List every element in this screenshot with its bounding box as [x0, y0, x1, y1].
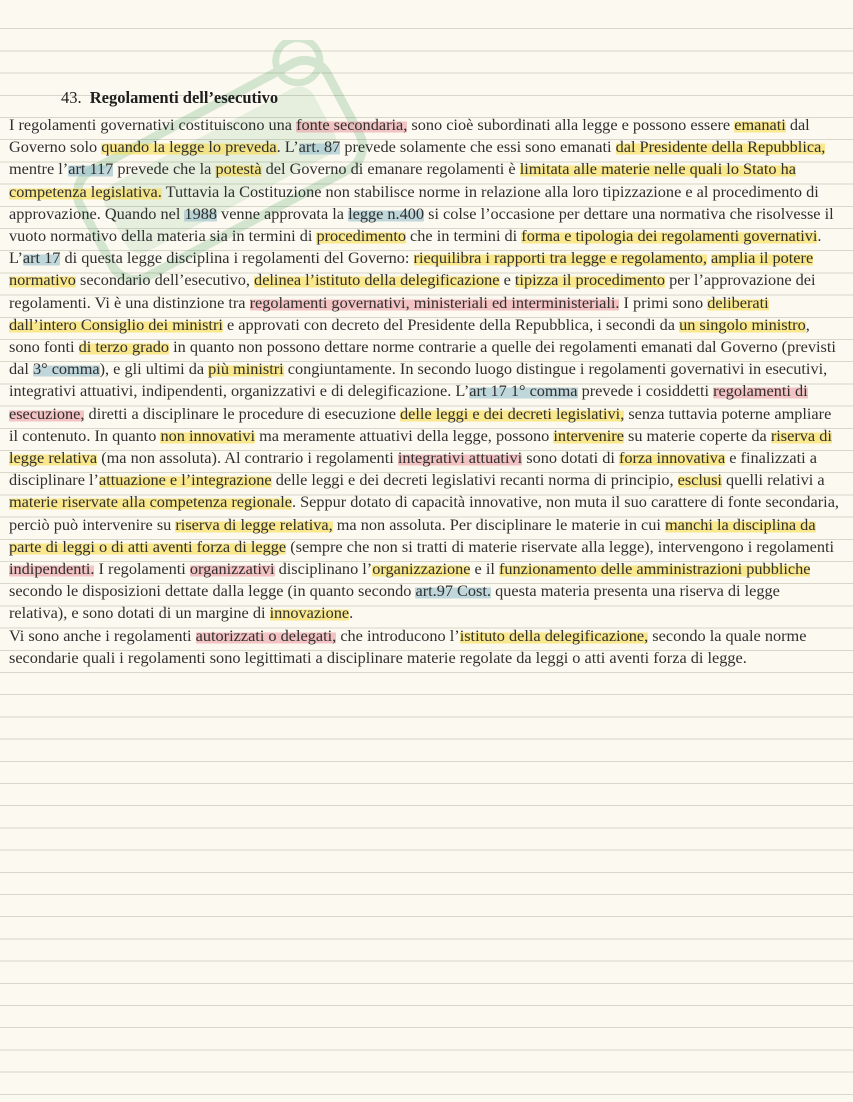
- highlight-blue: 3° comma: [32, 359, 100, 379]
- highlight-yellow: funzionamento delle amministrazioni pubbliche: [498, 559, 811, 579]
- highlight-yellow: potestà: [215, 159, 262, 179]
- highlight-yellow: forza innovativa: [618, 448, 726, 468]
- text-run: dal Governo solo: [9, 115, 810, 157]
- highlight-yellow: riserva di legge relativa,: [175, 514, 333, 534]
- highlight-yellow: materie riservate alla competenza regionale: [9, 492, 292, 512]
- text-run: secondo le disposizioni dettate dalla legge (in quanto secondo: [9, 581, 416, 601]
- highlight-blue: art.97 Cost.: [415, 581, 491, 601]
- body-text: [9, 114, 839, 669]
- highlight-blue: art 17: [22, 248, 61, 268]
- highlight-yellow: amplia il potere normativo: [9, 248, 814, 290]
- highlight-yellow: delinea l’istituto della delegificazione: [254, 270, 500, 290]
- highlight-blue: 1988: [184, 203, 217, 223]
- highlight-yellow: intervenire: [553, 425, 624, 445]
- text-run: e approvati con decreto del Presidente della Repubblica, i secondi da: [222, 314, 680, 334]
- highlight-yellow: forma e tipologia dei regolamenti governativi: [521, 226, 818, 246]
- highlight-yellow: riserva di legge relativa: [9, 425, 832, 468]
- text-run: prevede che la: [113, 159, 216, 179]
- highlight-yellow: dal Presidente della Repubblica,: [615, 137, 826, 157]
- text-run: che in termini di: [405, 226, 522, 246]
- highlight-yellow: di terzo grado: [78, 337, 170, 357]
- highlight-blue: legge n.400: [348, 203, 425, 223]
- highlight-yellow: un singolo ministro: [679, 314, 806, 334]
- text-run: secondario dell’esecutivo,: [75, 270, 255, 290]
- text-run: . Seppur dotato di capacità innovative, non muta il suo carattere di fonte secondaria, perciò può intervenire su: [9, 492, 839, 534]
- text-run: mentre l’: [9, 159, 69, 179]
- section-title: Regolamenti dell’esecutivo: [89, 88, 279, 107]
- highlight-yellow: esclusi: [677, 470, 722, 490]
- highlight-yellow: deliberati dall’intero Consiglio dei ministri: [9, 292, 769, 334]
- highlight-yellow: istituto della delegificazione,: [459, 625, 649, 645]
- highlight-blue: art. 87: [298, 137, 341, 157]
- text-run: quelli relativi a: [721, 470, 825, 490]
- section-heading: [61, 86, 839, 110]
- highlight-yellow: non innovativi: [160, 425, 255, 445]
- highlight-yellow: delle leggi e dei decreti legislativi,: [400, 403, 625, 423]
- text-run: venne approvata la: [216, 203, 349, 223]
- text-run: e finalizzati a disciplinare l’: [9, 448, 817, 490]
- text-run: secondo la quale norme secondarie quali i regolamenti sono legittimati a disciplinare materie regolate da leggi o atti aventi forza di legge.: [9, 625, 807, 667]
- text-run: prevede solamente che essi sono emanati: [340, 137, 616, 157]
- highlight-yellow: procedimento: [316, 226, 406, 246]
- text-run: I regolamenti governativi costituiscono una: [9, 115, 297, 134]
- highlight-yellow: attuazione e l’integrazione: [98, 470, 272, 490]
- text-run: ), e gli ultimi da: [99, 359, 209, 379]
- text-run: che introducono l’: [336, 625, 460, 645]
- text-run: senza tuttavia poterne ampliare il contenuto. In quanto: [9, 403, 832, 445]
- text-run: delle leggi e dei decreti legislativi recanti norma di principio,: [271, 470, 678, 490]
- text-run: questa materia presenta una riserva di legge relativa), e sono dotati di un margine di: [9, 581, 780, 623]
- text-run: prevede i cosiddetti: [577, 381, 714, 401]
- text-run: (ma non assoluta). Al contrario i regolamenti: [97, 448, 398, 468]
- highlight-blue: art 17 1° comma: [469, 381, 578, 401]
- highlight-pink: integrativi attuativi: [397, 448, 523, 468]
- highlight-yellow: tipizza il procedimento: [514, 270, 665, 290]
- highlight-yellow: riequilibra i rapporti tra legge e regolamento,: [413, 248, 707, 268]
- text-run: si colse l’occasione per dettare una normativa che risolvesse il vuoto normativo della materia sia in termini di: [9, 203, 834, 246]
- section-number: 43.: [61, 88, 82, 107]
- highlight-pink: autorizzati o delegati,: [195, 625, 337, 645]
- text-run: sono cioè subordinati alla legge e possono essere: [407, 115, 735, 134]
- highlight-yellow: limitata alle materie nelle quali lo Stato ha competenza legislativa.: [9, 159, 796, 201]
- highlight-pink: regolamenti governativi, ministeriali ed interministeriali.: [249, 292, 620, 312]
- highlight-yellow: quando la legge lo preveda: [101, 137, 277, 157]
- highlight-yellow: innovazione: [269, 603, 350, 623]
- text-run: in quanto non possono dettare norme contrarie a quelle dei regolamenti emanati dal Governo (previsti dal: [9, 337, 836, 379]
- text-run: disciplinano l’: [274, 559, 373, 579]
- text-run: congiuntamente. In secondo luogo distingue i regolamenti governativi in esecutivi, integrativi attuativi, indipendenti, organizzativi e di delegificazione. L’: [9, 359, 828, 401]
- text-run: Vi sono anche i regolamenti: [9, 625, 196, 645]
- text-run: su materie coperte da: [623, 425, 771, 445]
- text-run: diretti a disciplinare le procedure di esecuzione: [84, 403, 401, 423]
- text-run: . L’: [276, 137, 299, 157]
- highlight-pink: indipendenti.: [9, 559, 95, 579]
- text-run: Tuttavia la Costituzione non stabilisce norme in relazione alla loro tipizzazione e al procedimento di approvazione. Quando nel: [9, 181, 819, 223]
- text-run: e: [499, 270, 515, 290]
- text-run: sono dotati di: [522, 448, 619, 468]
- text-run: del Governo di emanare regolamenti è: [261, 159, 520, 179]
- text-run: , sono fonti: [9, 314, 810, 357]
- text-run: per l’approvazione dei regolamenti. Vi è una distinzione tra: [9, 270, 816, 312]
- highlight-pink: fonte secondaria,: [296, 115, 408, 134]
- document-page: [9, 86, 839, 669]
- highlight-pink: organizzativi: [189, 559, 275, 579]
- text-run: di questa legge disciplina i regolamenti del Governo:: [60, 248, 414, 268]
- text-run: e il: [470, 559, 499, 579]
- highlight-yellow: organizzazione: [372, 559, 471, 579]
- highlight-blue: art 117: [68, 159, 114, 179]
- highlight-yellow: più ministri: [208, 359, 284, 379]
- text-run: ma meramente attuativi della legge, possono: [255, 425, 554, 445]
- text-run: . L’: [9, 226, 822, 268]
- text-run: I regolamenti: [94, 559, 190, 579]
- text-run: (sempre che non si tratti di materie riservate alla legge), intervengono i regolamenti: [286, 536, 835, 556]
- highlight-yellow: emanati: [734, 115, 786, 134]
- paragraph: [9, 625, 839, 669]
- paragraph: [9, 114, 839, 625]
- text-run: I primi sono: [619, 292, 708, 312]
- highlight-yellow: manchi la disciplina da parte di leggi o di atti aventi forza di legge: [9, 514, 816, 556]
- highlight-pink: regolamenti di esecuzione,: [9, 381, 808, 423]
- text-run: ma non assoluta. Per disciplinare le materie in cui: [332, 514, 665, 534]
- text-run: .: [349, 603, 354, 623]
